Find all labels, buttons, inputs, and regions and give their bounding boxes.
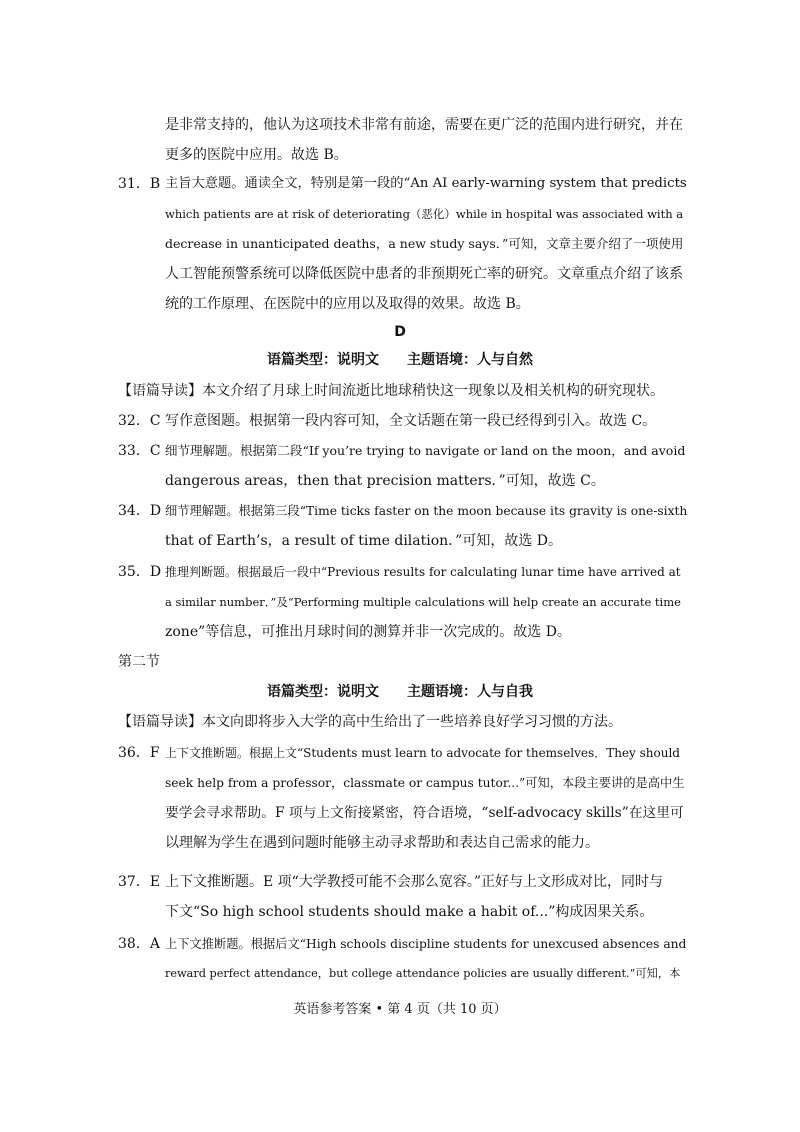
answer-text-line: zone”等信息，可推出月球时间的测算并非一次完成的。故选 D。: [165, 624, 571, 640]
answer-text-line: dangerous areas，then that precision matters．”可知，故选 C。: [165, 473, 605, 489]
answer-number: 34．D: [118, 503, 162, 519]
section-letter: D: [394, 324, 406, 340]
answer-text-line: seek help from a professor，classmate or campus tutor...”可知，本段主要讲的是高中生: [165, 776, 685, 790]
answer-text-line: 以理解为学生在遇到问题时能够主动寻求帮助和表达自己需求的能力。: [165, 835, 599, 851]
answer-text-line: 统的工作原理、在医院中的应用以及取得的效果。故选 B。: [165, 296, 530, 312]
answer-text-line: reward perfect attendance，but college attendance policies are usually different.”可知，本: [165, 967, 681, 980]
reading-guide: 【语篇导读】本文介绍了月球上时间流逝比地球稍快这一现象以及相关机构的研究现状。: [118, 383, 664, 399]
section-heading: 第二节: [118, 654, 160, 670]
answer-text-line: 人工智能预警系统可以降低医院中患者的非预期死亡率的研究。文章重点介绍了该系: [165, 266, 683, 282]
answer-number: 36．F: [118, 745, 160, 761]
q30-text-line: 是非常支持的，他认为这项技术非常有前途，需要在更广泛的范围内进行研究，并在: [165, 117, 683, 133]
answer-text-line: which patients are at risk of deteriorating（恶化）while in hospital was associated with a: [165, 207, 684, 221]
q30-text-line: 更多的医院中应用。故选 B。: [165, 147, 348, 163]
answer-text-line: a similar number．”及“Performing multiple calculations will help create an accurate time: [165, 595, 681, 609]
answer-text-line: 上下文推断题。根据上文“Students must learn to advocate for themselves．They should: [165, 746, 680, 760]
section-type-line: 语篇类型：说明文 主题语境：人与自我: [267, 684, 533, 700]
answer-text-line: that of Earth’s，a result of time dilation．”可知，故选 D。: [165, 533, 563, 549]
answer-number: 35．D: [118, 564, 162, 580]
answer-number: 32．C: [118, 413, 161, 429]
answer-text-line: decrease in unanticipated deaths，a new study says．”可知，文章主要介绍了一项使用: [165, 236, 684, 251]
answer-number: 38．A: [118, 936, 160, 952]
page-footer: 英语参考答案 • 第 4 页（共 10 页）: [293, 1002, 507, 1017]
section-type-line: 语篇类型：说明文 主题语境：人与自然: [267, 352, 533, 368]
answer-text-line: 要学会寻求帮助。F 项与上文衔接紧密，符合语境，“self-advocacy skills”在这里可: [165, 805, 684, 821]
answer-text-line: 上下文推断题。根据后文“High schools discipline students for unexcused absences and: [165, 937, 687, 951]
answer-number: 37．E: [118, 874, 161, 890]
answer-number: 31．B: [118, 176, 161, 192]
answer-text-line: 推理判断题。根据最后一段中“Previous results for calculating lunar time have arrived at: [165, 565, 681, 579]
answer-text-line: 细节理解题。根据第三段“Time ticks faster on the moon because its gravity is one-sixth: [165, 504, 688, 518]
answer-text-line: 写作意图题。根据第一段内容可知，全文话题在第一段已经得到引入。故选 C。: [165, 413, 657, 429]
answer-text-line: 主旨大意题。通读全文，特别是第一段的“An AI early-warning system that predicts: [165, 176, 687, 191]
reading-guide: 【语篇导读】本文向即将步入大学的高中生给出了一些培养良好学习习惯的方法。: [118, 714, 622, 730]
answer-number: 33．C: [118, 443, 161, 459]
answer-text-line: 下文“So high school students should make a habit of...”构成因果关系。: [165, 904, 654, 920]
answer-text-line: 上下文推断题。E 项“大学教授可能不会那么宽容。”正好与上文形成对比，同时与: [165, 874, 663, 890]
answer-text-line: 细节理解题。根据第二段“If you’re trying to navigate or land on the moon，and avoid: [165, 443, 686, 458]
